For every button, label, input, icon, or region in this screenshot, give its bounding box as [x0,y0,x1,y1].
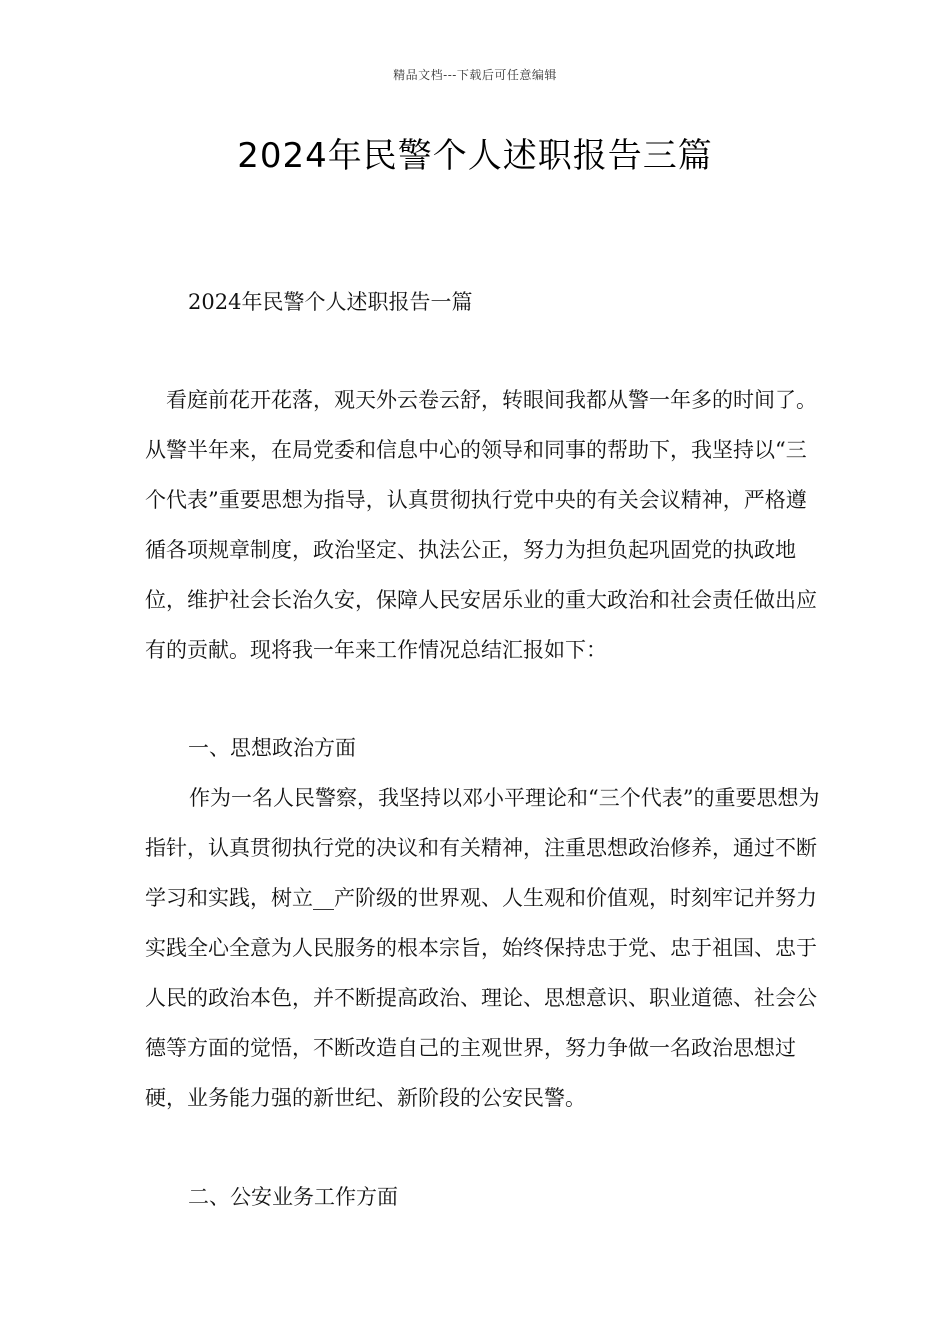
document-title: 2024年民警个人述职报告三篇 [237,136,713,176]
section-heading-political: 一、思想政治方面 [188,736,356,760]
paragraph-intro: 看庭前花开花落，观天外云卷云舒，转眼间我都从警一年多的时间了。从警半年来，在局党委和信息中心的领导和同事的帮助下，我坚持以“三个代表”重要思想为指导，认真贯彻执行党中央的有关会议精神，严格遵循各项规章制度，政治坚定、执法公正，努力为担负起巩固党的执政地位，维护社会长治久安，保障人民安居乐业的重大政治和社会责任做出应有的贡献。现将我一年来工作情况总结汇报如下： [145,388,817,662]
paragraph-political: 作为一名人民警察，我坚持以邓小平理论和“三个代表”的重要思想为指针，认真贯彻执行党的决议和有关精神，注重思想政治修养，通过不断学习和实践，树立__产阶级的世界观、人生观和价值观，时刻牢记并努力实践全心全意为人民服务的根本宗旨，始终保持忠于党、忠于祖国、忠于人民的政治本色，并不断提高政治、理论、思想意识、职业道德、社会公德等方面的觉悟，不断改造自己的主观世界，努力争做一名政治思想过硬，业务能力强的新世纪、新阶段的公安民警。 [145,786,820,1110]
section-heading-police-work: 二、公安业务工作方面 [188,1185,398,1209]
document-subtitle: 2024年民警个人述职报告一篇 [188,290,473,314]
header-note: 精品文档---下载后可任意编辑 [393,68,557,82]
